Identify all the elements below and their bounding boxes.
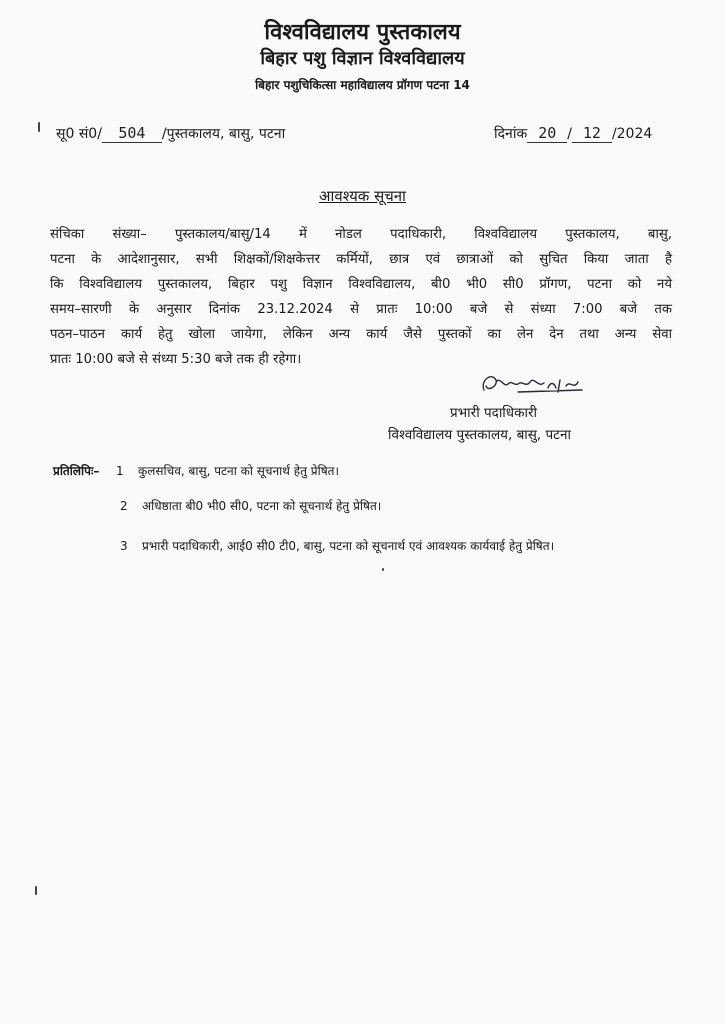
- copy-item: [116, 462, 339, 479]
- signatory-office: विश्वविद्यालय पुस्तकालय, बासु, पटना: [388, 427, 571, 443]
- notice-line: कि विश्वविद्यालय पुस्तकालय, बिहार पशु विज्ञान विश्वविद्यालय, बी0 भी0 सी0 प्रॉगण, पटना को नये: [50, 277, 672, 292]
- date-separator: /: [567, 126, 572, 142]
- notice-line: संचिका संख्या– पुस्तकालय/बासु/14 में नोडल पदाधिकारी, विश्वविद्यालय पुस्तकालय, बासु,: [50, 227, 672, 242]
- copy-item-text: कुलसचिव, बासु, पटना को सूचनार्थ हेतु प्रेषित।: [138, 464, 340, 478]
- notice-subject: [0, 186, 725, 206]
- notice-line: समय–सारणी के अनुसार दिनांक 23.12.2024 से प्रातः 10:00 बजे से संध्या 7:00 बजे तक: [50, 302, 672, 317]
- scan-mark: [35, 886, 37, 895]
- reference-prefix: सू0 सं0/: [56, 126, 102, 142]
- date-day: 20: [527, 124, 567, 143]
- copy-item-text: प्रभारी पदाधिकारी, आई0 सी0 टी0, बासु, पटना को सूचनार्थ एवं आवश्यक कार्यवाई हेतु प्रेषित।: [142, 539, 555, 553]
- copy-item: [120, 497, 381, 514]
- header-address: बिहार पशुचिकित्सा महाविद्यालय प्रॉगण पटना 14: [255, 78, 470, 92]
- copy-to-label: प्रतिलिपिः–: [53, 464, 100, 478]
- header-title-university: बिहार पशु विज्ञान विश्वविद्यालय: [260, 48, 465, 69]
- copy-item-number: 2: [120, 499, 128, 513]
- scan-mark: [382, 568, 384, 571]
- scan-mark: [38, 122, 40, 132]
- signatory-designation: प्रभारी पदाधिकारी: [450, 405, 537, 421]
- notice-line: पटना के आदेशानुसार, सभी शिक्षकों/शिक्षकेत्तर कर्मियों, छात्र एवं छात्राओं को सुचित किया जाता है: [50, 252, 672, 267]
- notice-line: पठन–पाठन कार्य हेतु खोला जायेगा, लेकिन अन्य कार्य जैसे पुस्तकों का लेन देन तथा अन्य सेवा: [50, 327, 672, 342]
- copy-item: [120, 537, 554, 554]
- reference-date: [494, 124, 652, 143]
- reference-number: [56, 124, 285, 143]
- reference-handwritten-number: 504: [102, 124, 162, 143]
- notice-subject-text: आवश्यक सूचना: [319, 187, 406, 205]
- header-title-library: विश्वविद्यालय पुस्तकालय: [264, 20, 461, 45]
- notice-line: प्रातः 10:00 बजे से संध्या 5:30 बजे तक ही रहेगा।: [50, 352, 302, 367]
- notice-body: [50, 222, 672, 372]
- copy-item-number: 3: [120, 539, 128, 553]
- handwritten-signature: [478, 368, 588, 402]
- date-month: 12: [572, 124, 612, 143]
- date-year: /2024: [611, 126, 653, 142]
- copy-item-text: अधिष्ठाता बी0 भी0 सी0, पटना को सूचनार्थ हेतु प्रेषित।: [142, 499, 382, 513]
- copy-item-number: 1: [116, 464, 124, 478]
- date-label: दिनांक: [494, 126, 528, 142]
- reference-suffix: /पुस्तकालय, बासु, पटना: [161, 126, 286, 142]
